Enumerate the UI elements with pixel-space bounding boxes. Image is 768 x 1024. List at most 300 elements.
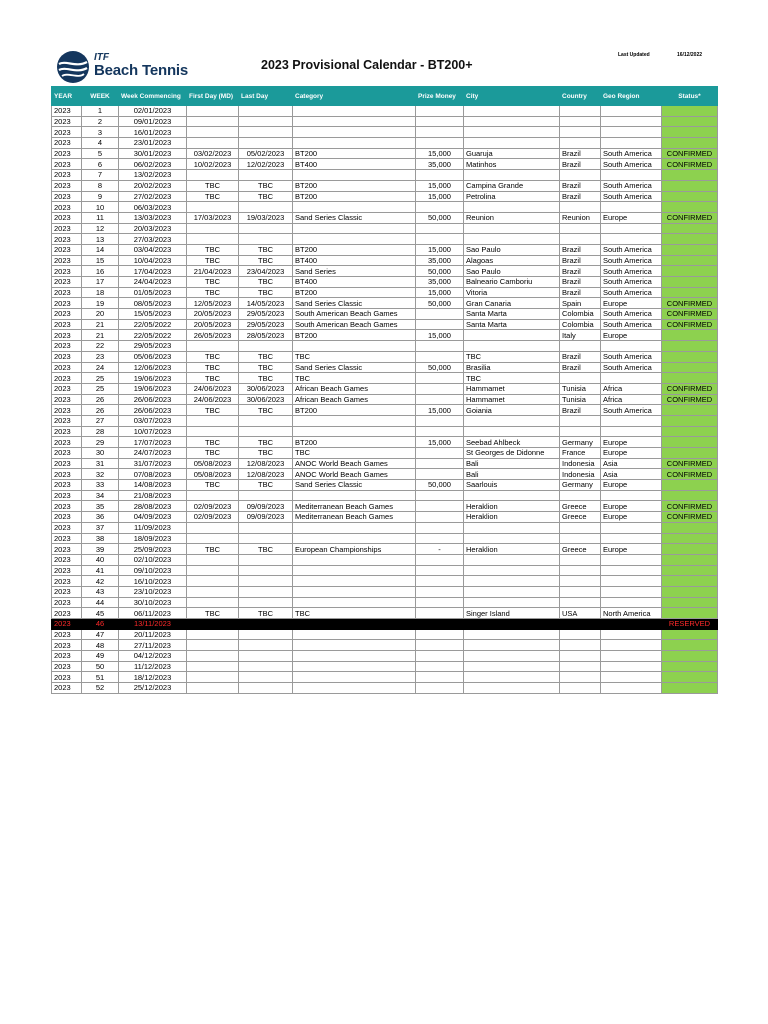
cell-country: [560, 490, 601, 501]
cell-country: [560, 640, 601, 651]
cell-year: 2023: [52, 383, 82, 394]
cell-prize-money: 15,000: [416, 287, 464, 298]
cell-city: [464, 341, 560, 352]
cell-prize-money: 15,000: [416, 180, 464, 191]
cell-city: Brasilia: [464, 362, 560, 373]
table-row: [52, 522, 718, 533]
cell-last-day: [239, 619, 293, 630]
cell-geo-region: [601, 490, 662, 501]
cell-city: Santa Marta: [464, 309, 560, 320]
cell-year: 2023: [52, 191, 82, 202]
cell-year: 2023: [52, 533, 82, 544]
cell-country: Brazil: [560, 266, 601, 277]
cell-week: 46: [82, 619, 119, 630]
column-header-status: Status*: [662, 87, 718, 106]
cell-last-day: 29/05/2023: [239, 309, 293, 320]
cell-city: Hammamet: [464, 383, 560, 394]
cell-first-day: 05/08/2023: [187, 469, 239, 480]
cell-first-day: TBC: [187, 287, 239, 298]
cell-week: 10: [82, 202, 119, 213]
cell-geo-region: [601, 533, 662, 544]
cell-geo-region: South America: [601, 277, 662, 288]
cell-prize-money: [416, 501, 464, 512]
cell-country: [560, 683, 601, 694]
cell-week-commencing: 22/05/2022: [119, 319, 187, 330]
table-row: [52, 277, 718, 288]
cell-city: [464, 223, 560, 234]
cell-prize-money: 15,000: [416, 244, 464, 255]
cell-city: [464, 629, 560, 640]
cell-week-commencing: 13/11/2023: [119, 619, 187, 630]
cell-category: BT200: [293, 437, 416, 448]
cell-status: [662, 351, 718, 362]
cell-week: 23: [82, 351, 119, 362]
cell-geo-region: Asia: [601, 458, 662, 469]
cell-year: 2023: [52, 341, 82, 352]
cell-city: Sao Paulo: [464, 266, 560, 277]
cell-last-day: TBC: [239, 287, 293, 298]
cell-status: [662, 362, 718, 373]
table-row: [52, 116, 718, 127]
cell-first-day: [187, 490, 239, 501]
cell-geo-region: [601, 170, 662, 181]
cell-prize-money: [416, 576, 464, 587]
cell-geo-region: Africa: [601, 383, 662, 394]
cell-week-commencing: 17/04/2023: [119, 266, 187, 277]
cell-first-day: [187, 640, 239, 651]
cell-country: [560, 576, 601, 587]
table-row: [52, 383, 718, 394]
cell-status: CONFIRMED: [662, 309, 718, 320]
cell-first-day: TBC: [187, 351, 239, 362]
cell-week-commencing: 25/09/2023: [119, 544, 187, 555]
cell-prize-money: 50,000: [416, 212, 464, 223]
cell-year: 2023: [52, 405, 82, 416]
cell-last-day: 12/02/2023: [239, 159, 293, 170]
cell-year: 2023: [52, 608, 82, 619]
cell-geo-region: [601, 619, 662, 630]
cell-week: 31: [82, 458, 119, 469]
cell-status: [662, 202, 718, 213]
cell-last-day: TBC: [239, 180, 293, 191]
cell-geo-region: [601, 341, 662, 352]
cell-status: CONFIRMED: [662, 394, 718, 405]
cell-geo-region: South America: [601, 180, 662, 191]
column-header-first-day: First Day (MD): [187, 87, 239, 106]
cell-week-commencing: 24/07/2023: [119, 448, 187, 459]
cell-week-commencing: 20/11/2023: [119, 629, 187, 640]
cell-last-day: [239, 554, 293, 565]
cell-city: Guaruja: [464, 148, 560, 159]
cell-week: 38: [82, 533, 119, 544]
table-row: [52, 394, 718, 405]
cell-category: [293, 565, 416, 576]
cell-city: Vitoria: [464, 287, 560, 298]
cell-last-day: TBC: [239, 362, 293, 373]
table-row: [52, 362, 718, 373]
cell-prize-money: [416, 351, 464, 362]
cell-status: [662, 191, 718, 202]
cell-week: 3: [82, 127, 119, 138]
table-row: [52, 127, 718, 138]
cell-week: 49: [82, 651, 119, 662]
cell-city: Bali: [464, 469, 560, 480]
cell-status: [662, 576, 718, 587]
cell-prize-money: [416, 683, 464, 694]
cell-city: TBC: [464, 351, 560, 362]
cell-country: Brazil: [560, 244, 601, 255]
cell-category: Mediterranean Beach Games: [293, 501, 416, 512]
cell-first-day: TBC: [187, 255, 239, 266]
cell-week: 33: [82, 480, 119, 491]
cell-last-day: 28/05/2023: [239, 330, 293, 341]
cell-country: Colombia: [560, 319, 601, 330]
cell-first-day: 26/05/2023: [187, 330, 239, 341]
cell-city: Matinhos: [464, 159, 560, 170]
cell-category: [293, 522, 416, 533]
cell-week: 42: [82, 576, 119, 587]
column-header-week-commencing: Week Commencing: [119, 87, 187, 106]
cell-year: 2023: [52, 277, 82, 288]
cell-week-commencing: 24/04/2023: [119, 277, 187, 288]
cell-category: BT400: [293, 159, 416, 170]
itf-beach-tennis-logo: [56, 48, 189, 84]
cell-country: Greece: [560, 501, 601, 512]
cell-prize-money: [416, 629, 464, 640]
cell-prize-money: 50,000: [416, 266, 464, 277]
table-row: [52, 629, 718, 640]
cell-last-day: [239, 426, 293, 437]
cell-last-day: [239, 640, 293, 651]
cell-last-day: [239, 629, 293, 640]
cell-city: TBC: [464, 373, 560, 384]
cell-status: [662, 287, 718, 298]
cell-week-commencing: 02/01/2023: [119, 106, 187, 117]
cell-first-day: TBC: [187, 191, 239, 202]
cell-week: 32: [82, 469, 119, 480]
column-header-prize-money: Prize Money: [416, 87, 464, 106]
cell-first-day: [187, 683, 239, 694]
cell-country: Germany: [560, 480, 601, 491]
cell-category: BT200: [293, 148, 416, 159]
cell-last-day: [239, 170, 293, 181]
cell-geo-region: [601, 683, 662, 694]
cell-country: [560, 426, 601, 437]
cell-category: [293, 586, 416, 597]
cell-first-day: TBC: [187, 480, 239, 491]
cell-geo-region: [601, 138, 662, 149]
cell-status: [662, 490, 718, 501]
table-row: [52, 415, 718, 426]
cell-year: 2023: [52, 394, 82, 405]
cell-week: 28: [82, 426, 119, 437]
table-row: [52, 586, 718, 597]
cell-prize-money: [416, 106, 464, 117]
cell-first-day: [187, 619, 239, 630]
cell-status: CONFIRMED: [662, 512, 718, 523]
cell-country: Brazil: [560, 277, 601, 288]
cell-prize-money: 35,000: [416, 277, 464, 288]
cell-first-day: [187, 651, 239, 662]
cell-prize-money: [416, 426, 464, 437]
cell-prize-money: [416, 672, 464, 683]
cell-category: BT400: [293, 255, 416, 266]
cell-year: 2023: [52, 159, 82, 170]
cell-week: 11: [82, 212, 119, 223]
cell-week: 34: [82, 490, 119, 501]
table-row: [52, 651, 718, 662]
cell-first-day: [187, 586, 239, 597]
cell-city: [464, 661, 560, 672]
cell-city: [464, 426, 560, 437]
cell-category: South American Beach Games: [293, 309, 416, 320]
cell-status: [662, 683, 718, 694]
cell-year: 2023: [52, 640, 82, 651]
cell-prize-money: [416, 116, 464, 127]
cell-geo-region: [601, 415, 662, 426]
cell-prize-money: [416, 448, 464, 459]
cell-first-day: [187, 116, 239, 127]
cell-city: [464, 565, 560, 576]
cell-week-commencing: 23/01/2023: [119, 138, 187, 149]
cell-first-day: [187, 533, 239, 544]
cell-week: 17: [82, 277, 119, 288]
cell-prize-money: [416, 373, 464, 384]
cell-country: [560, 223, 601, 234]
cell-year: 2023: [52, 565, 82, 576]
cell-year: 2023: [52, 490, 82, 501]
cell-first-day: [187, 127, 239, 138]
cell-category: [293, 223, 416, 234]
cell-status: [662, 106, 718, 117]
cell-week-commencing: 19/06/2023: [119, 383, 187, 394]
cell-week-commencing: 26/06/2023: [119, 394, 187, 405]
cell-country: USA: [560, 608, 601, 619]
cell-week: 26: [82, 394, 119, 405]
table-row: [52, 683, 718, 694]
cell-first-day: TBC: [187, 362, 239, 373]
cell-year: 2023: [52, 180, 82, 191]
cell-year: 2023: [52, 148, 82, 159]
cell-week: 39: [82, 544, 119, 555]
cell-week-commencing: 02/10/2023: [119, 554, 187, 565]
cell-country: [560, 106, 601, 117]
cell-prize-money: 15,000: [416, 330, 464, 341]
cell-first-day: [187, 234, 239, 245]
cell-last-day: [239, 597, 293, 608]
cell-last-day: 23/04/2023: [239, 266, 293, 277]
cell-first-day: [187, 522, 239, 533]
cell-geo-region: [601, 554, 662, 565]
cell-year: 2023: [52, 319, 82, 330]
cell-last-day: [239, 651, 293, 662]
cell-category: Sand Series Classic: [293, 298, 416, 309]
cell-last-day: TBC: [239, 448, 293, 459]
cell-status: [662, 651, 718, 662]
cell-prize-money: [416, 383, 464, 394]
cell-prize-money: [416, 415, 464, 426]
cell-first-day: 02/09/2023: [187, 512, 239, 523]
cell-status: [662, 116, 718, 127]
cell-city: Heraklion: [464, 544, 560, 555]
cell-week-commencing: 30/10/2023: [119, 597, 187, 608]
cell-status: CONFIRMED: [662, 383, 718, 394]
cell-city: [464, 597, 560, 608]
cell-country: [560, 629, 601, 640]
cell-week: 21: [82, 319, 119, 330]
cell-status: [662, 480, 718, 491]
cell-category: [293, 234, 416, 245]
cell-category: European Championships: [293, 544, 416, 555]
cell-last-day: 12/08/2023: [239, 458, 293, 469]
cell-week-commencing: 25/12/2023: [119, 683, 187, 694]
cell-category: [293, 490, 416, 501]
cell-geo-region: Europe: [601, 437, 662, 448]
cell-city: Sao Paulo: [464, 244, 560, 255]
cell-first-day: TBC: [187, 277, 239, 288]
cell-first-day: 21/04/2023: [187, 266, 239, 277]
cell-first-day: [187, 565, 239, 576]
page-title: 2023 Provisional Calendar - BT200+: [261, 58, 473, 72]
cell-week-commencing: 27/02/2023: [119, 191, 187, 202]
cell-week: 27: [82, 415, 119, 426]
cell-year: 2023: [52, 651, 82, 662]
cell-first-day: [187, 629, 239, 640]
cell-city: [464, 490, 560, 501]
cell-country: Indonesia: [560, 469, 601, 480]
cell-status: RESERVED: [662, 619, 718, 630]
cell-geo-region: [601, 576, 662, 587]
cell-week-commencing: 11/12/2023: [119, 661, 187, 672]
cell-status: [662, 170, 718, 181]
cell-week: 43: [82, 586, 119, 597]
cell-city: Reunion: [464, 212, 560, 223]
cell-first-day: 17/03/2023: [187, 212, 239, 223]
cell-week-commencing: 27/11/2023: [119, 640, 187, 651]
table-row: [52, 330, 718, 341]
cell-category: [293, 533, 416, 544]
table-row: [52, 469, 718, 480]
cell-week-commencing: 01/05/2023: [119, 287, 187, 298]
cell-geo-region: [601, 661, 662, 672]
cell-country: Brazil: [560, 405, 601, 416]
cell-country: [560, 554, 601, 565]
cell-status: CONFIRMED: [662, 501, 718, 512]
cell-geo-region: Europe: [601, 298, 662, 309]
table-row: [52, 223, 718, 234]
last-updated-date: 16/12/2022: [677, 52, 703, 58]
cell-prize-money: [416, 490, 464, 501]
cell-week: 6: [82, 159, 119, 170]
cell-country: [560, 533, 601, 544]
cell-last-day: 09/09/2023: [239, 512, 293, 523]
cell-week-commencing: 03/07/2023: [119, 415, 187, 426]
cell-country: [560, 341, 601, 352]
table-row: [52, 608, 718, 619]
cell-week-commencing: 23/10/2023: [119, 586, 187, 597]
cell-geo-region: Europe: [601, 512, 662, 523]
table-row: [52, 405, 718, 416]
cell-prize-money: 15,000: [416, 191, 464, 202]
cell-geo-region: South America: [601, 191, 662, 202]
table-row: [52, 458, 718, 469]
cell-week: 41: [82, 565, 119, 576]
cell-first-day: [187, 170, 239, 181]
cell-category: South American Beach Games: [293, 319, 416, 330]
cell-geo-region: [601, 586, 662, 597]
cell-last-day: [239, 490, 293, 501]
cell-country: Brazil: [560, 148, 601, 159]
cell-week-commencing: 04/09/2023: [119, 512, 187, 523]
cell-geo-region: South America: [601, 362, 662, 373]
cell-last-day: TBC: [239, 608, 293, 619]
table-row: [52, 298, 718, 309]
cell-last-day: [239, 522, 293, 533]
cell-week: 14: [82, 244, 119, 255]
cell-year: 2023: [52, 244, 82, 255]
table-row: [52, 576, 718, 587]
table-row: [52, 180, 718, 191]
cell-category: TBC: [293, 351, 416, 362]
cell-category: [293, 661, 416, 672]
cell-city: [464, 586, 560, 597]
cell-country: [560, 170, 601, 181]
cell-prize-money: [416, 202, 464, 213]
cell-last-day: [239, 661, 293, 672]
cell-prize-money: [416, 138, 464, 149]
cell-week-commencing: 06/02/2023: [119, 159, 187, 170]
cell-last-day: 30/06/2023: [239, 383, 293, 394]
table-row: [52, 544, 718, 555]
table-row: [52, 597, 718, 608]
cell-last-day: [239, 223, 293, 234]
cell-year: 2023: [52, 106, 82, 117]
cell-week-commencing: 03/04/2023: [119, 244, 187, 255]
cell-year: 2023: [52, 672, 82, 683]
cell-category: African Beach Games: [293, 383, 416, 394]
table-row: [52, 341, 718, 352]
table-row: [52, 437, 718, 448]
cell-prize-money: 50,000: [416, 298, 464, 309]
cell-status: CONFIRMED: [662, 148, 718, 159]
cell-first-day: TBC: [187, 180, 239, 191]
cell-last-day: TBC: [239, 191, 293, 202]
cell-week: 18: [82, 287, 119, 298]
cell-country: Germany: [560, 437, 601, 448]
cell-last-day: [239, 341, 293, 352]
cell-prize-money: 35,000: [416, 255, 464, 266]
cell-year: 2023: [52, 629, 82, 640]
cell-year: 2023: [52, 116, 82, 127]
cell-week-commencing: 16/10/2023: [119, 576, 187, 587]
cell-year: 2023: [52, 554, 82, 565]
cell-week: 29: [82, 437, 119, 448]
cell-year: 2023: [52, 138, 82, 149]
beach-tennis-ball-icon: [56, 50, 90, 84]
cell-week-commencing: 14/08/2023: [119, 480, 187, 491]
cell-prize-money: [416, 127, 464, 138]
table-row: [52, 255, 718, 266]
cell-status: [662, 448, 718, 459]
cell-status: [662, 330, 718, 341]
cell-status: [662, 223, 718, 234]
cell-last-day: 29/05/2023: [239, 319, 293, 330]
cell-status: [662, 565, 718, 576]
cell-status: [662, 554, 718, 565]
cell-week-commencing: 05/06/2023: [119, 351, 187, 362]
cell-prize-money: [416, 170, 464, 181]
cell-city: [464, 672, 560, 683]
